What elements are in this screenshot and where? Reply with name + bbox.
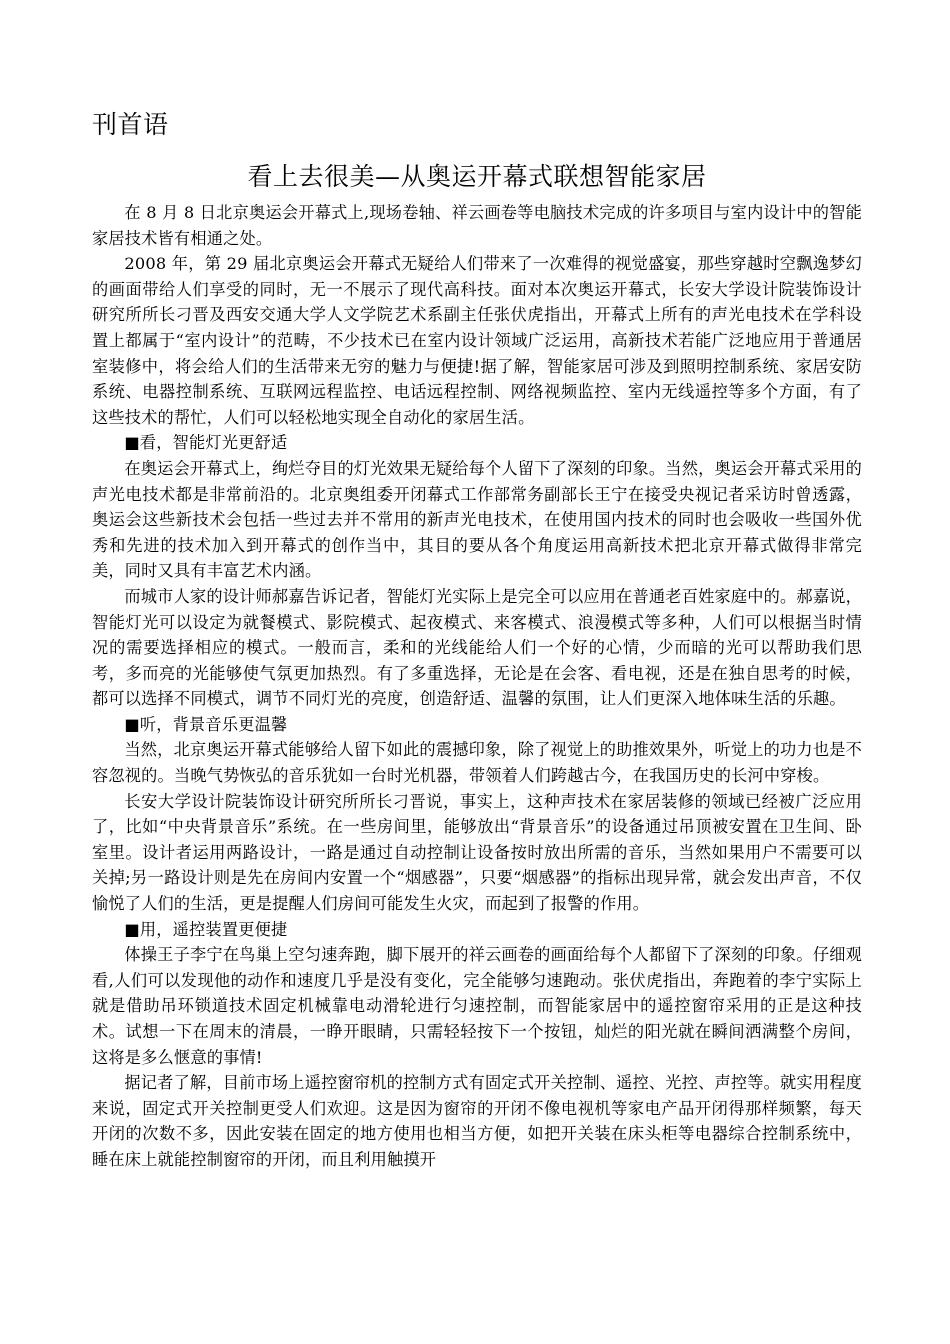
paragraph: 在 8 月 8 日北京奥运会开幕式上,现场卷轴、祥云画卷等电脑技术完成的许多项目与室内设计中的智能家居技术皆有相通之处。: [92, 203, 862, 248]
column-label: 刊首语: [92, 110, 169, 139]
paragraph: 而城市人家的设计师郝嘉告诉记者，智能灯光实际上是完全可以应用在普通老百姓家庭中的。郝嘉说，智能灯光可以设定为就餐模式、影院模式、起夜模式、来客模式、浪漫模式等多种，人们可以根据当时情况的需要选择相应的模式。一般而言，柔和的光线能给人们一个好的心情，少而暗的光可以帮助我们思考，多而亮的光能够使气氛更加热烈。有了多重选择，无论是在会客、看电视，还是在独自思考的时候，都可以选择不同模式，调节不同灯光的亮度，创造舒适、温馨的氛围，让人们更深入地体味生活的乐趣。: [92, 586, 862, 709]
document-page: [92, 108, 862, 1173]
paragraph: 在奥运会开幕式上，绚烂夺目的灯光效果无疑给每个人留下了深刻的印象。当然，奥运会开幕式采用的声光电技术都是非常前沿的。北京奥组委开闭幕式工作部常务副部长王宁在接受央视记者采访时曾透露，奥运会这些新技术会包括一些过去并不常用的新声光电技术，在使用国内技术的同时也会吸收一些国外优秀和先进的技术加入到开幕式的创作当中，其目的要从各个角度运用高新技术把北京开幕式做得非常完美，同时又具有丰富艺术内涵。: [92, 458, 862, 581]
paragraph: 长安大学设计院装饰设计研究所所长刁晋说，事实上，这种声技术在家居装修的领域已经被广泛应用了，比如“中央背景音乐”系统。在一些房间里，能够放出“背景音乐”的设备通过吊顶被安置在卫生间、卧室里。设计者运用两路设计，一路是通过自动控制让设备按时放出所需的音乐，当然如果用户不需要可以关掉;另一路设计则是先在房间内安置一个“烟感器”，只要“烟感器”的指标出现异常，就会发出声音，不仅愉悦了人们的生活，更是提醒人们房间可能发生火灾，而起到了报警的作用。: [92, 791, 862, 914]
paragraph: 2008 年，第 29 届北京奥运会开幕式无疑给人们带来了一次难得的视觉盛宴，那些穿越时空飘逸梦幻的画面带给人们享受的同时，无一不展示了现代高科技。面对本次奥运开幕式，长安大学设计院装饰设计研究所所长刁晋及西安交通大学人文学院艺术系副主任张伏虎指出，开幕式上所有的声光电技术在学科设置上都属于“室内设计”的范畴，不少技术已在室内设计领域广泛运用，高新技术若能广泛地应用于普通居室装修中，将会给人们的生活带来无穷的魅力与便捷!据了解，智能家居可涉及到照明控制系统、家居安防系统、电器控制系统、互联网远程监控、电话远程控制、网络视频监控、室内无线遥控等多个方面，有了这些技术的帮忙，人们可以轻松地实现全自动化的家居生活。: [92, 254, 862, 427]
paragraph: 当然，北京奥运开幕式能够给人留下如此的震撼印象，除了视觉上的助推效果外，听觉上的功力也是不容忽视的。当晚气势恢弘的音乐犹如一台时光机器，带领着人们跨越古今，在我国历史的长河中穿梭。: [92, 740, 862, 786]
article-body: [92, 200, 862, 1173]
section-heading-lighting: ■看，智能灯光更舒适: [124, 433, 288, 453]
paragraph: 据记者了解，目前市场上遥控窗帘机的控制方式有固定式开关控制、遥控、光控、声控等。就实用程度来说，固定式开关控制更受人们欢迎。这是因为窗帘的开闭不像电视机等家电产品开闭得那样频繁，每天开闭的次数不多，因此安装在固定的地方使用也相当方便，如把开关装在床头柜等电器综合控制系统中，睡在床上就能控制窗帘的开闭，而且利用触摸开: [92, 1073, 862, 1169]
section-heading-music: ■听，背景音乐更温馨: [124, 714, 288, 734]
paragraph: 体操王子李宁在鸟巢上空匀速奔跑，脚下展开的祥云画卷的画面给每个人都留下了深刻的印象。仔细观看,人们可以发现他的动作和速度几乎是没有变化，完全能够匀速跑动。张伏虎指出，奔跑着的李宁实际上就是借助吊环锁道技术固定机械靠电动滑轮进行匀速控制，而智能家居中的遥控窗帘采用的正是这种技术。试想一下在周末的清晨，一睁开眼睛，只需轻轻按下一个按钮，灿烂的阳光就在瞬间洒满整个房间，这将是多么惬意的事情!: [92, 945, 862, 1067]
section-heading-remote: ■用，遥控装置更便捷: [124, 919, 288, 939]
article-title: 看上去很美—从奥运开幕式联想智能家居: [247, 162, 707, 191]
